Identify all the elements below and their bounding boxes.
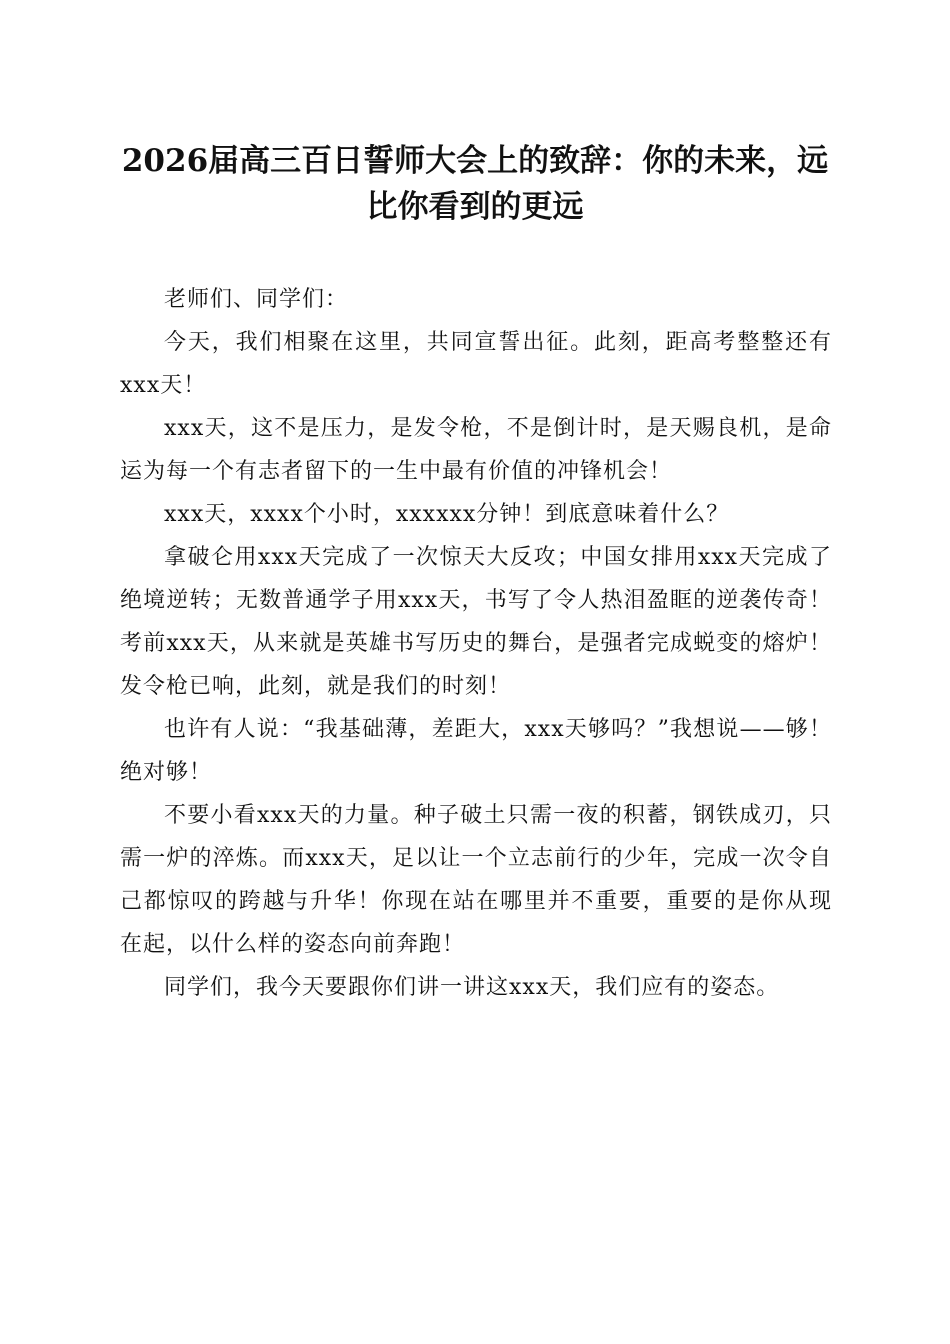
document-title: 2026届高三百日誓师大会上的致辞：你的未来，远比你看到的更远	[121, 143, 829, 225]
paragraph: 拿破仑用xxx天完成了一次惊天大反攻；中国女排用xxx天完成了绝境逆转；无数普通学子用xxx天，书写了令人热泪盈眶的逆袭传奇！考前xxx天，从来就是英雄书写历史的舞台，是强者完成蜕变的熔炉！发令枪已响，此刻，就是我们的时刻！	[120, 545, 832, 699]
paragraph: 不要小看xxx天的力量。种子破土只需一夜的积蓄，钢铁成刃，只需一炉的淬炼。而xxx天，足以让一个立志前行的少年，完成一次令自己都惊叹的跨越与升华！你现在站在哪里并不重要，重要的是你从现在起，以什么样的姿态向前奔跑！	[120, 803, 832, 957]
paragraph: 同学们，我今天要跟你们讲一讲这xxx天，我们应有的姿态。	[164, 975, 780, 1000]
paragraph: 今天，我们相聚在这里，共同宣誓出征。此刻，距高考整整还有xxx天！	[120, 330, 832, 398]
paragraph: xxx天，这不是压力，是发令枪，不是倒计时，是天赐良机，是命运为每一个有志者留下的一生中最有价值的冲锋机会！	[120, 416, 832, 484]
paragraph: 也许有人说：“我基础薄，差距大，xxx天够吗？”我想说——够！绝对够！	[120, 717, 832, 785]
paragraph: xxx天，xxxx个小时，xxxxxx分钟！到底意味着什么？	[164, 502, 730, 527]
document-body	[120, 278, 832, 1009]
paragraph-greeting: 老师们、同学们：	[164, 287, 349, 312]
